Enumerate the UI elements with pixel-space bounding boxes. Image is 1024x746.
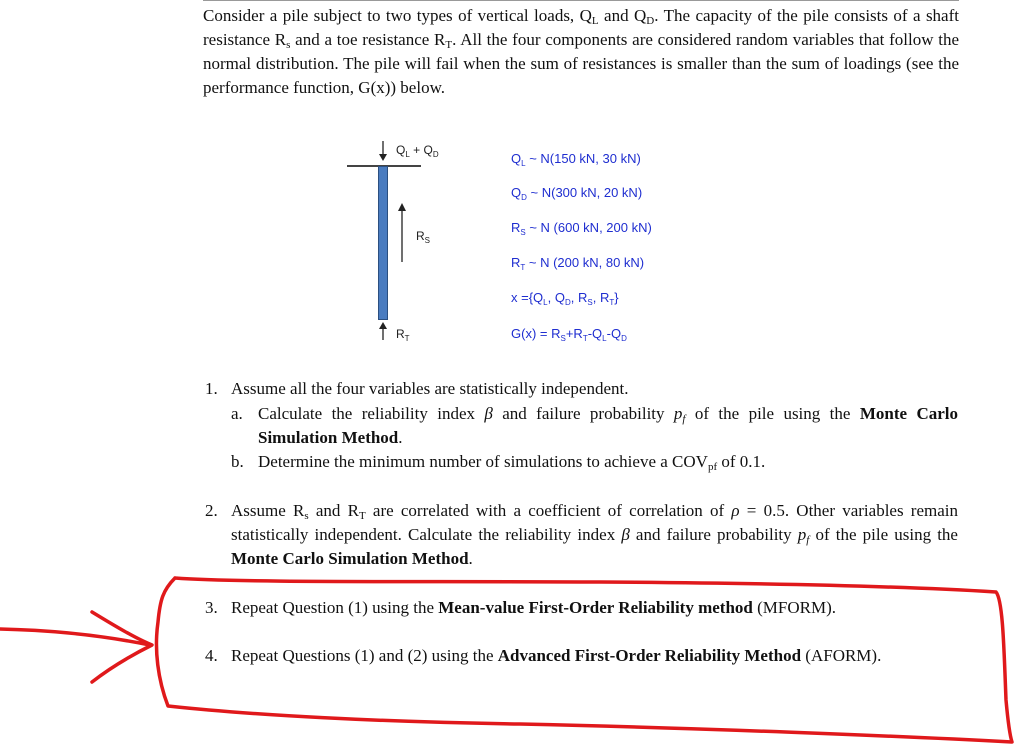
question-1-number: 1. [205, 379, 218, 398]
question-1a-text: Calculate the reliability index β and failure probability $p_f$ of the pile using the Monte Carlo Simulation Method. [258, 404, 958, 447]
shaft-resistance-label: $R_S$ [416, 229, 431, 245]
question-1b-number: b. [231, 452, 244, 471]
toe-resistance-label: $R_T$ [396, 327, 410, 343]
question-3-number: 3. [205, 598, 218, 617]
eq-rs: $R_S$ ~ N (600 kN, 200 kN) [511, 220, 652, 237]
eq-qd: $Q_D$ ~ N(300 kN, 20 kN) [511, 185, 643, 202]
question-3-text: Repeat Question (1) using the Mean-value First-Order Reliability method (MFORM). [231, 598, 836, 617]
highlight-box-mark [156, 578, 1012, 742]
problem-statement: Consider a pile subject to two types of vertical loads, $Q_L$ and $Q_D$. The capacity of the pile consists of a shaft resistance $R_s$ and a toe resistance $R_T$. All the four components are considered random variables that follow the normal distribution. The pile will fail when the sum of resistances is smaller than the sum of loadings (see the performance function, G(x)) below. [203, 6, 960, 97]
load-label: $Q_L + Q_D$ [396, 143, 439, 159]
question-2-number: 2. [205, 501, 218, 520]
question-2-text: Assume $R_s$ and $R_T$ are correlated with a coefficient of correlation of ρ = 0.5. Other variables remain statistically independent. Calculate the reliability index β and failure probability $p_f$ of the pile using the Monte Carlo Simulation Method. [231, 501, 959, 568]
eq-x: $x =\{Q_L$, $Q_D$, $R_S$, $R_T$} [511, 290, 619, 307]
question-1a-number: a. [231, 404, 243, 423]
question-4-text: Repeat Questions (1) and (2) using the Advanced First-Order Reliability Method (AFORM). [231, 646, 882, 665]
question-1-text: Assume all the four variables are statistically independent. [231, 379, 629, 398]
question-1b-text: Determine the minimum number of simulations to achieve a $COV_{pf}$ of 0.1. [258, 452, 766, 473]
question-4-number: 4. [205, 646, 218, 665]
eq-ql: $Q_L$ ~ N(150 kN, 30 kN) [511, 151, 641, 168]
eq-rt: $R_T$ ~ N (200 kN, 80 kN) [511, 255, 645, 272]
eq-g: $G(x) = R_S+R_T-Q_L-Q_D$ [511, 326, 627, 343]
arrow-mark [0, 612, 152, 682]
